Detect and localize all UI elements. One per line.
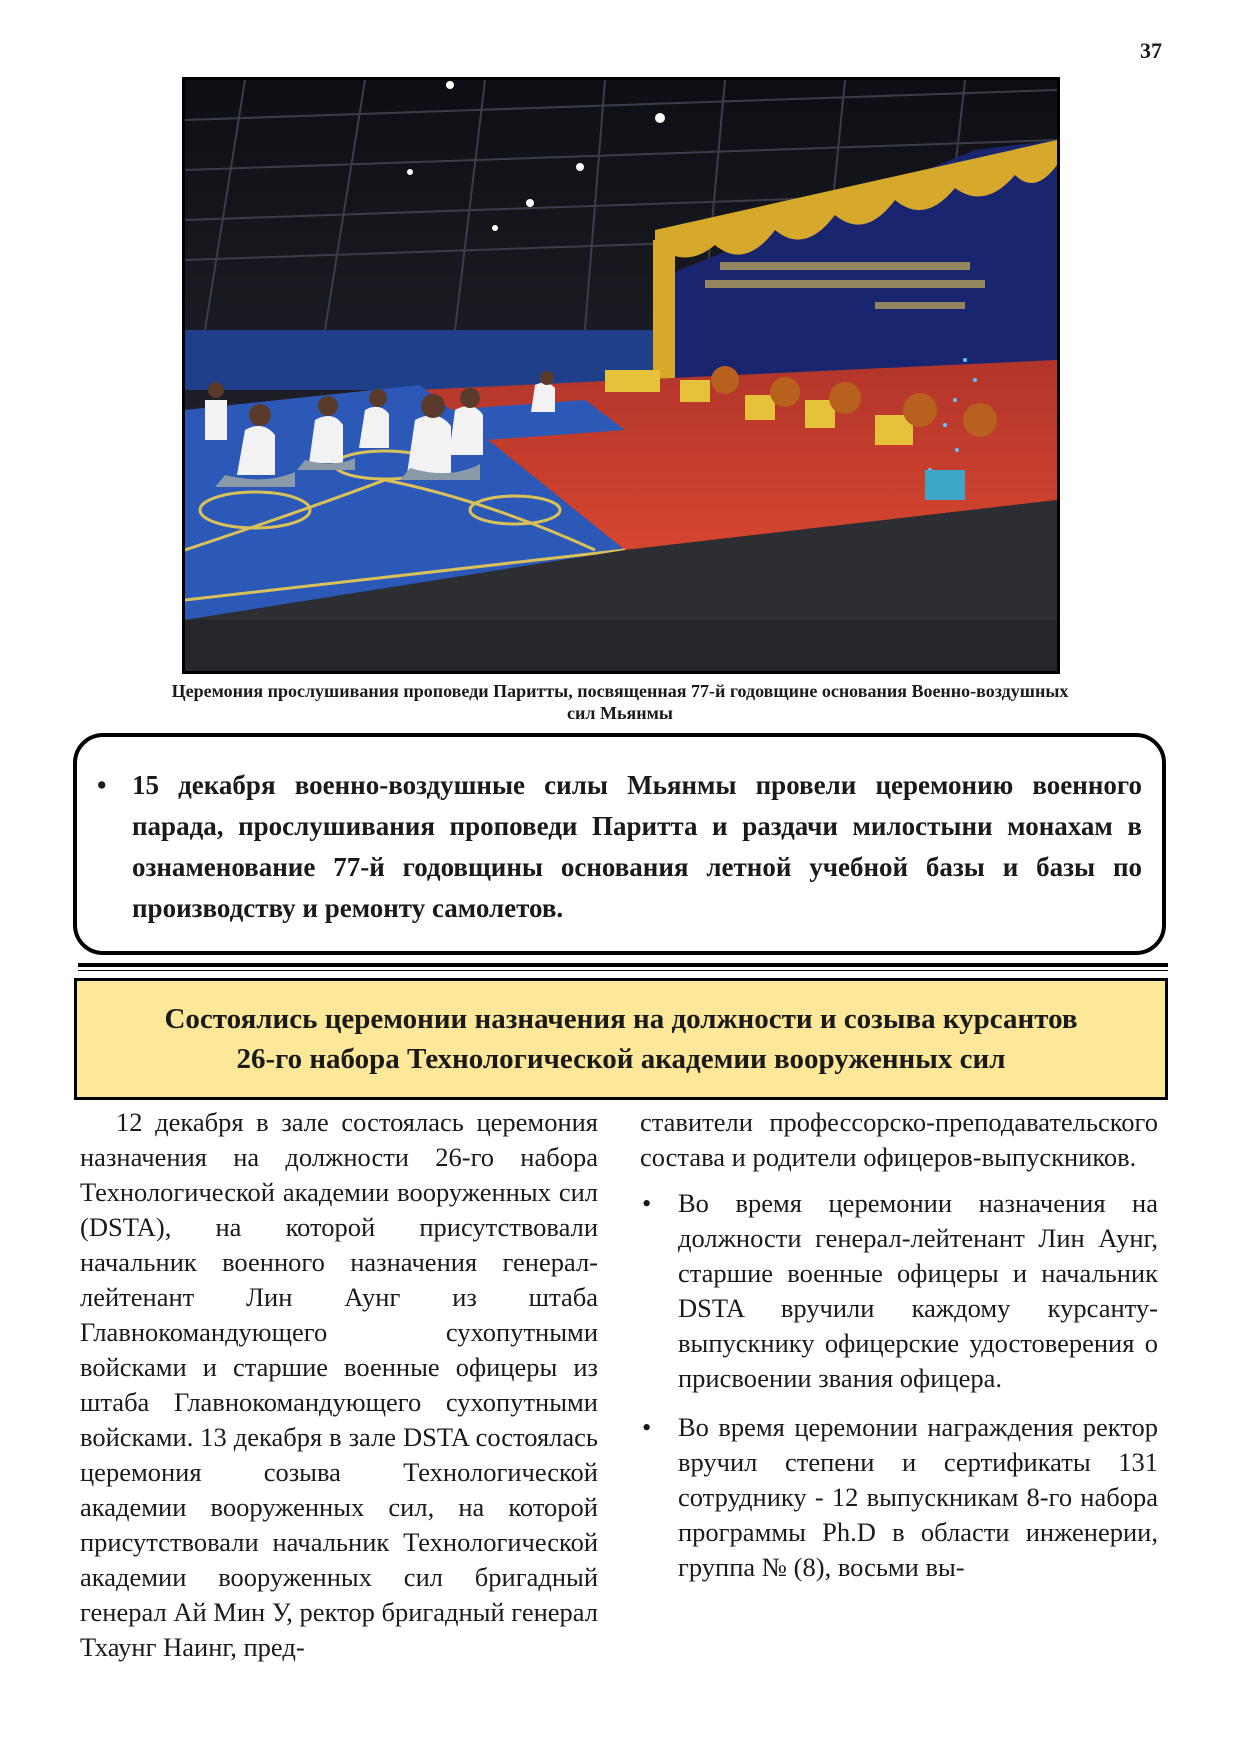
section-divider	[78, 963, 1168, 967]
article-headline-box	[74, 978, 1168, 1100]
article-column-left	[80, 1105, 598, 1665]
article-paragraph-right: ставители профессорско-преподавательского состава и родители офицеров-выпускников.	[640, 1107, 1158, 1172]
article-bullet-item	[640, 1410, 1158, 1585]
bullet-text: Во время церемонии награждения ректор вручил степени и сертификаты 131 сотруднику - 12 выпускникам 8-го набора программы Ph.D в области инженерии, группа № (8), восьми вы-	[678, 1412, 1158, 1582]
headline-line-1: Состоялись церемонии назначения на должности и созыва курсантов	[164, 1003, 1078, 1035]
page-number: 37	[1140, 38, 1162, 63]
bullet-dot: •	[642, 1412, 652, 1442]
highlight-bullet: •	[97, 770, 107, 800]
article-bullet-list	[640, 1186, 1158, 1585]
caption-line-1: Церемония прослушивания проповеди Паритты, посвященная 77-й годовщине основания Военно-воздушных	[171, 681, 1069, 701]
bullet-dot: •	[642, 1188, 652, 1218]
article-column-right	[640, 1105, 1158, 1599]
blue-wall	[185, 330, 675, 390]
highlight-box	[73, 733, 1166, 955]
ceremony-photo	[182, 77, 1060, 674]
highlight-text: 15 декабря военно-воздушные силы Мьянмы провели церемонию военного парада, прослушивания проповеди Паритта и раздачи милостыни монахам в ознаменование 77-й годовщины основания летной учебной базы и базы по производству и ремонту самолетов.	[132, 770, 1142, 923]
article-bullet-item	[640, 1186, 1158, 1396]
headline-line-2: 26-го набора Технологической академии вооруженных сил	[236, 1043, 1006, 1075]
caption-line-2: сил Мьянмы	[567, 703, 673, 723]
article-paragraph-left: 12 декабря в зале состоялась церемония назначения на должности 26-го набора Технологической академии вооруженных сил (DSTA), на которой присутствовали начальник военного назначения генерал-лейтенант Лин Аунг из штаба Главнокомандующего сухопутными войсками и старшие военные офицеры из штаба Главнокомандующего сухопутными войсками. 13 декабря в зале DSTA состоялась церемония созыва Технологической академии вооруженных сил, на которой присутствовали начальник Технологической академии вооруженных сил бригадный генерал Ай Мин У, ректор бригадный генерал Тхаунг Наинг, пред-	[80, 1107, 598, 1662]
section-divider-thin	[78, 970, 1168, 971]
plant-pot	[925, 470, 965, 500]
photo-caption	[90, 680, 1150, 724]
article-headline	[164, 999, 1077, 1079]
bullet-text: Во время церемонии назначения на должности генерал-лейтенант Лин Аунг, старшие военные офицеры и начальник DSTA вручили каждому курсанту-выпускнику офицерские удостоверения о присвоении звания офицера.	[678, 1188, 1158, 1393]
